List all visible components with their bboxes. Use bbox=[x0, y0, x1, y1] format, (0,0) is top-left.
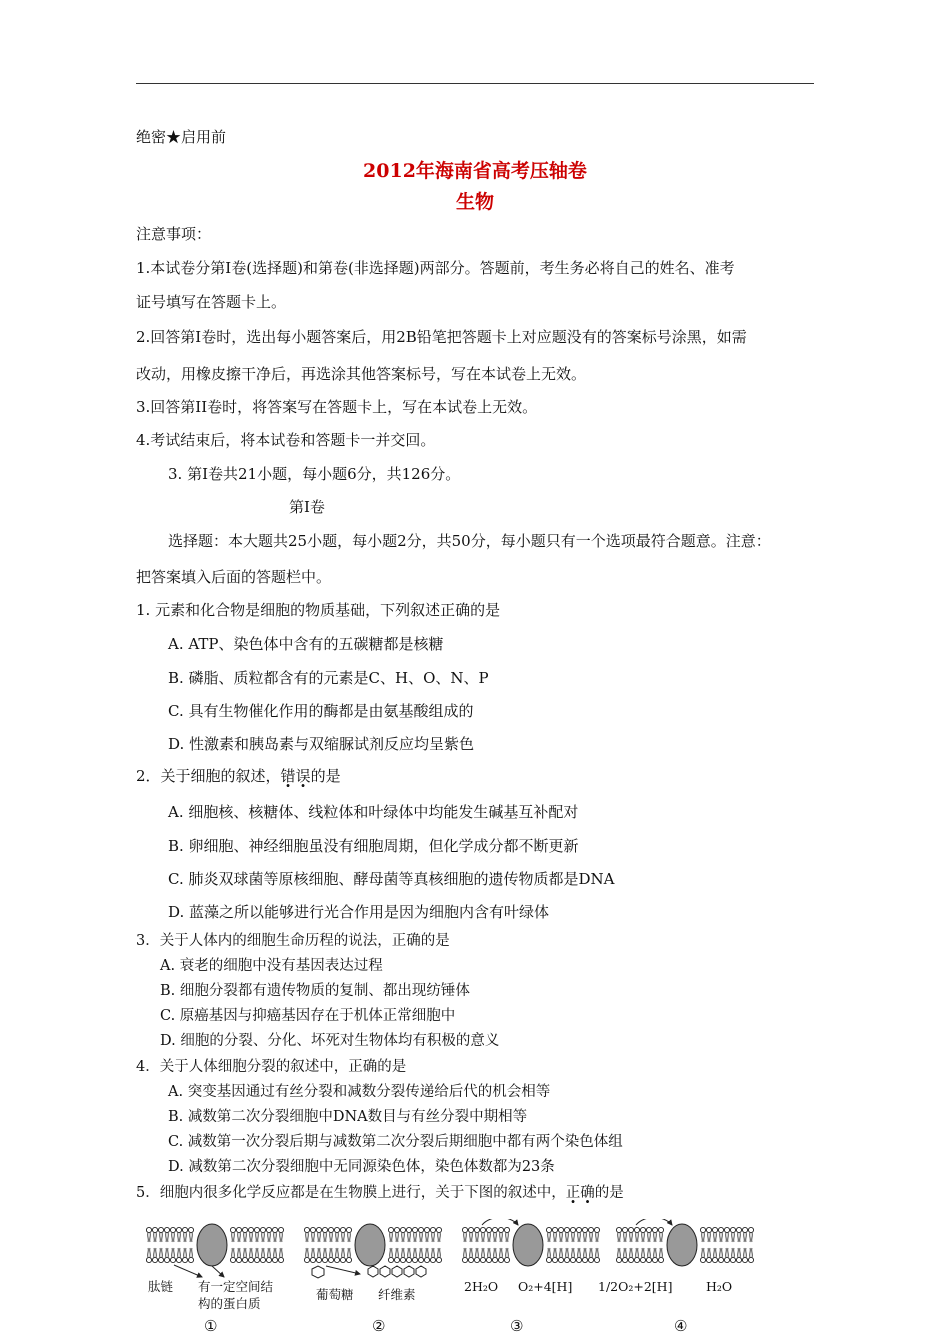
membrane-panel-3 bbox=[462, 1219, 599, 1335]
question-3-stem: 3．关于人体内的细胞生命历程的说法，正确的是 bbox=[136, 933, 450, 949]
notice-item-2a: 2.回答第Ⅰ卷时，选出每小题答案后，用2B铅笔把答题卡上对应题没有的答案标号涂黑，如需 bbox=[136, 328, 747, 346]
panel-4-left-label: 1/2O₂+2[H] bbox=[598, 1279, 673, 1294]
question-5-stem-post: 的是 bbox=[594, 1185, 624, 1201]
question-1-option-d: D. 性激素和胰岛素与双缩脲试剂反应均呈紫色 bbox=[168, 735, 475, 753]
panel-3-number: ③ bbox=[510, 1317, 524, 1335]
exam-title: 2012年海南省高考压轴卷 bbox=[363, 160, 587, 182]
membrane-panel-1 bbox=[146, 1224, 283, 1335]
question-3-option-a: A. 衰老的细胞中没有基因表达过程 bbox=[160, 958, 383, 974]
question-2-emphasis-1: 错 bbox=[280, 767, 296, 785]
question-5-stem-pre: 5．细胞内很多化学反应都是在生物膜上进行，关于下图的叙述中， bbox=[136, 1185, 566, 1201]
secret-label: 绝密★启用前 bbox=[136, 128, 227, 146]
notice-item-1b: 证号填写在答题卡上。 bbox=[136, 293, 287, 311]
panel-3-left-label: 2H₂O bbox=[464, 1279, 499, 1294]
question-3-option-d: D. 细胞的分裂、分化、坏死对生物体均有积极的意义 bbox=[160, 1033, 500, 1049]
question-5-emphasis-1: 正 bbox=[565, 1185, 581, 1201]
panel-2-left-label: 葡萄糖 bbox=[316, 1287, 354, 1302]
question-1-option-c: C. 具有生物催化作用的酶都是由氨基酸组成的 bbox=[168, 702, 474, 720]
question-2-option-d: D. 蓝藻之所以能够进行光合作用是因为细胞内含有叶绿体 bbox=[168, 903, 550, 921]
question-1-option-b: B. 磷脂、质粒都含有的元素是C、H、O、N、P bbox=[168, 669, 489, 687]
part1-heading: 第Ⅰ卷 bbox=[289, 498, 325, 516]
header-rule bbox=[136, 83, 814, 84]
panel-3-right-label: O₂+4[H] bbox=[518, 1279, 573, 1294]
question-2-option-c: C. 肺炎双球菌等原核细胞、酵母菌等真核细胞的遗传物质都是DNA bbox=[168, 870, 615, 888]
notice-item-4: 4.考试结束后，将本试卷和答题卡一并交回。 bbox=[136, 431, 436, 449]
cellulose-chain bbox=[368, 1266, 426, 1277]
part1-instruction-a: 选择题：本大题共25小题，每小题2分，共50分，每小题只有一个选项最符合题意。注意： bbox=[168, 532, 771, 550]
question-3-option-c: C. 原癌基因与抑癌基因存在于机体正常细胞中 bbox=[160, 1008, 456, 1024]
question-4-option-a: A. 突变基因通过有丝分裂和减数分裂传递给后代的机会相等 bbox=[168, 1084, 551, 1100]
question-2-option-a: A. 细胞核、核糖体、线粒体和叶绿体中均能发生碱基互补配对 bbox=[168, 803, 579, 821]
panel-2-right-label: 纤维素 bbox=[378, 1287, 416, 1302]
subject-title: 生物 bbox=[455, 191, 494, 213]
panel-4-number: ④ bbox=[674, 1317, 688, 1335]
question-2-stem-pre: 2．关于细胞的叙述， bbox=[136, 767, 281, 785]
part1-instruction-b: 把答案填入后面的答题栏中。 bbox=[136, 568, 332, 586]
question-4-option-d: D. 减数第二次分裂细胞中无同源染色体，染色体数都为23条 bbox=[168, 1159, 555, 1175]
question-4-option-b: B. 减数第二次分裂细胞中DNA数目与有丝分裂中期相等 bbox=[168, 1109, 528, 1125]
panel-1-number: ① bbox=[204, 1317, 218, 1335]
notice-item-1a: 1.本试卷分第Ⅰ卷(选择题)和第卷(非选择题)两部分。答题前，考生务必将自己的姓名、准考 bbox=[136, 259, 735, 277]
question-5-stem bbox=[136, 1183, 624, 1203]
membrane-diagrams bbox=[146, 1219, 756, 1337]
notice-item-3: 3.回答第II卷时，将答案写在答题卡上，写在本试卷上无效。 bbox=[136, 398, 538, 416]
membrane-figure bbox=[146, 1219, 756, 1337]
notice-item-2b: 改动，用橡皮擦干净后，再选涂其他答案标号，写在本试卷上无效。 bbox=[136, 365, 587, 383]
question-4-stem: 4．关于人体细胞分裂的叙述中，正确的是 bbox=[136, 1059, 407, 1075]
membrane-panel-4 bbox=[598, 1219, 754, 1335]
question-2-emphasis-2: 误 bbox=[295, 767, 311, 785]
panel-1-left-label: 肽链 bbox=[148, 1279, 174, 1294]
panel-4-right-label: H₂O bbox=[706, 1279, 733, 1294]
question-4-option-c: C. 减数第一次分裂后期与减数第二次分裂后期细胞中都有两个染色体组 bbox=[168, 1134, 623, 1150]
question-5-emphasis-2: 确 bbox=[580, 1185, 595, 1201]
question-3-option-b: B. 细胞分裂都有遗传物质的复制、都出现纺锤体 bbox=[160, 983, 470, 999]
question-2-stem bbox=[136, 766, 341, 786]
question-2-stem-post: 的是 bbox=[310, 767, 341, 785]
glucose-hexagon bbox=[312, 1266, 324, 1278]
question-1-stem: 1. 元素和化合物是细胞的物质基础，下列叙述正确的是 bbox=[136, 601, 501, 619]
panel-1-right-label-1: 有一定空间结 bbox=[198, 1279, 274, 1294]
notice-heading: 注意事项： bbox=[136, 225, 212, 243]
question-2-option-b: B. 卵细胞、神经细胞虽没有细胞周期，但化学成分都不断更新 bbox=[168, 837, 579, 855]
membrane-panel-2 bbox=[304, 1224, 441, 1335]
panel-2-number: ② bbox=[372, 1317, 386, 1335]
question-1-option-a: A. ATP、染色体中含有的五碳糖都是核糖 bbox=[168, 635, 444, 653]
panel-1-right-label-2: 构的蛋白质 bbox=[198, 1296, 261, 1311]
notice-item-5: 3. 第Ⅰ卷共21小题，每小题6分，共126分。 bbox=[168, 465, 461, 483]
